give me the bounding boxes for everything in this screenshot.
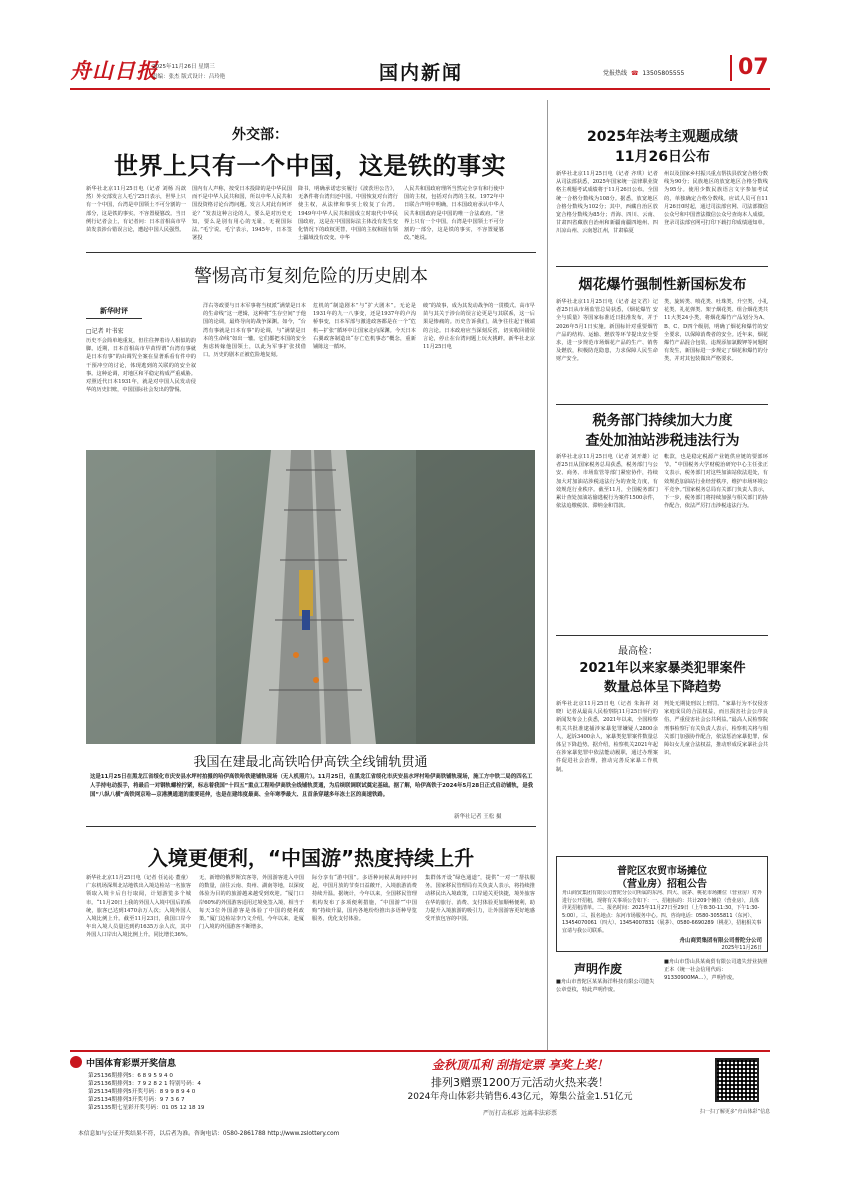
lottery-section — [70, 1054, 770, 1144]
railway-aerial-image — [86, 450, 535, 744]
qr-code — [715, 1058, 759, 1102]
story1-column-2: 国内有人声称，按受日本投降的是中华民国而不是中华人民共和国，所以中华人民共和国没资格讨论台湾问题。发言人对此有何评论？“发表这种言论的人，要么是对历史无知，要么是别有用心的无耻，无视国际法。”毛宁说。毛宁表示，1945年，日本签署投 — [192, 186, 292, 242]
promo-line3: 2024年舟山体彩共销售6.43亿元，筹集公益金1.51亿元 — [407, 1092, 633, 1102]
promo-footer: 严厉打击私彩 远离非法彩票 — [483, 1110, 557, 1117]
notice-date: 2025年11月26日 — [721, 945, 762, 951]
editor-line: 责编：张杰 版式设计：吕玲艳 — [152, 74, 226, 80]
lottery-row: 第25135期七星彩开奖号码：01 05 12 18 19 — [88, 1105, 205, 1111]
hotline-label: 党报热线 — [603, 70, 628, 77]
notice-title-line1: 普陀区农贸市场摊位 — [617, 866, 707, 877]
announce-title: 声明作废 — [574, 962, 623, 976]
masthead-rule — [70, 88, 770, 90]
right2-headline: 烟花爆竹强制性新国标发布 — [578, 277, 747, 293]
story1-kicker: 外交部： — [232, 127, 288, 143]
divider — [556, 404, 768, 405]
announce-item-2: ■舟山市岱山县某商贸有限公司遗失营业执照正本（统一社会信用代码：91330900MA…），声明作废。 — [664, 959, 768, 981]
promo-slogan: 金秋顶瓜利 刮指定票 享奖上奖！ — [431, 1058, 609, 1072]
lottery-row: 第25134期排列3开奖号码：9 7 3 6 7 — [88, 1097, 185, 1103]
story3-headline: 入境更便利，“中国游”热度持续上升 — [147, 846, 475, 870]
page-number-text: 07 — [738, 55, 769, 80]
phone-icon: ☎ — [630, 70, 639, 77]
section-title: 国内新闻 — [378, 62, 463, 84]
hotline — [603, 68, 684, 77]
photo-credit: 新华社记者 王松 摄 — [454, 814, 502, 820]
right4-kicker: 最高检： — [618, 646, 658, 657]
column-tag — [86, 306, 142, 322]
divider — [556, 635, 768, 636]
right1-column-2: 州以及国家乡村振兴重点帮扶县放宽合格分数线为90分；民族地区的放宽地区合格分数线为95分。使用少数民族语言文字参加考试的，单独确定合格分数线。应试人员可自11月26日0时起，通过司法部官网、司法部微信公众号和中国普法微信公众号查询本人成绩。登录司法部官网可打印下载打印成绩通知单。 — [664, 171, 768, 227]
right1-headline-line2: 11月26日公布 — [615, 149, 710, 165]
right3-column-2: 帐款，也是稳定税源产业链供应链的要部环节。“中国税务大学财税治研究中心主任张正文表示，税务部门对这些加油站依法进处，有效规范加油站行业经营秩序，维护市场环境公平竞争。”国家税务总局有关部门负责人表示，下一步，税务部门将持续加强与相关部门的协作配合，依法严厉打击涉税违法行为。 — [664, 454, 768, 510]
divider — [86, 252, 536, 253]
railway-photo — [86, 450, 535, 744]
story1-column-1: 新华社北京11月25日电（记者 刘杨 冯歆然）外交部发言人毛宁25日表示，世界上只有一个中国，台湾是中国领土不可分割的一部分，这是铁的事实。不容置疑篡改。当日例行记者会上，有记者问：日本首相高市早苗发表涉台错误言论，遭起中国人民强烈。 — [86, 186, 186, 234]
notice-title-line2: （营业房）招租公告 — [617, 879, 707, 890]
divider — [86, 826, 536, 827]
newspaper-logo: 舟山日报 — [70, 58, 158, 83]
bottom-band-rule — [70, 1050, 770, 1052]
right3-headline-line1: 税务部门持续加大力度 — [592, 413, 733, 429]
story2-column-3: 危机的“制造剧本”与“扩大剧本”。无论是1931年的九一八事变，还是1937年的卢沟桥事变，日本军部与激进政客都是在一个“危机—扩张”循环中让国家走向深渊。今天日本右翼政客制造出“存亡危机事态”概念，重新铺陈这一循环。 — [313, 303, 416, 351]
promo-banner — [370, 1056, 670, 1118]
masthead — [0, 0, 842, 92]
lottery-row: 第25136期排列3：7 9 2 8 2 1 特别号码：4 — [88, 1081, 201, 1087]
lottery-logo-icon — [70, 1056, 82, 1068]
story3-column-1: 新华社北京11月25日电（记者 任沁沁 董童）广东机场深圳北站地铁出入境边检站一名旅客领取入境卡后自行取阅，计划游览多个城市。“11月20日上我的外国人入境中国后的系统，旅客已达到1470余万人次；入境外国人入境比例上升。截至11月23日，我国口岸今年出入境人员量达到约1635万余人次，其中外国人口岸出入境比例上升。同比增长36%。 — [86, 875, 191, 939]
byline: □记者 叶书宏 — [86, 328, 124, 335]
right2-column-1: 新华社北京11月25日电（记者 赵文君）记者25日从市场监管总局获悉，《烟花爆竹 安全与质量》等国家标准近日批准发布，并于2026年5月1日实施。新国标针对重要烟竹产品的结构、运输、燃放等环节提出安全要求，进一步规范市场烟花产品的生产、销售及燃放，积极防范隐患，力求保障人民生命财产安全。 — [556, 299, 658, 363]
announce-item-1: ■舟山市普陀区某某海洋科技有限公司遗失公章壹枚，特此声明作废。 — [556, 979, 655, 993]
story1-column-3: 降书，明确承诺忠实履行《波茨坦公告》，无条件将台湾归还中国。中国恢复对台湾行使主权，从法律和事实上收复了台湾。1949年中华人民共和国成立时取代中华民国政府，这是在中国国际法主体没有发生变化情况下的政权更替，中国的主权和固有领土疆域没有改变。中华 — [298, 186, 398, 242]
right1-headline-line1: 2025年法考主观题成绩 — [587, 129, 738, 145]
tender-notice — [556, 856, 768, 952]
story2-column-4: 破”的故事，成为其发动战争的一贯模式。高市早苗与其关于涉台的误言论更是与其联系，这一后果是惨痛的。历史告诉我们，战争往往起于极端的言论。日本政府应当深刻反省，切实收回错误言论，停止在台湾问题上玩火挑衅。新华社北京11月25日电 — [423, 303, 535, 351]
column-tag-label: 新华时评 — [100, 307, 128, 315]
notice-body: 舟山商贸集团有限公司普陀分公司所属的东河、四大、展茅、桃花市场摊位（营业房）对外进行公开招租，现将有关事项公告如下：一、招租标的：共计209个摊位（营业房），具体详见招租清单。二、报名时间：2025年11月27日至29日（上午8:30-11:30，下午1:30-5:00）。三、报名地点：东河市场服务中心。四、咨询电话：0580-3055811（东河）、13454070061（四大）、13454007831（展茅）、0580-6690289（桃花），招租相关事宜请与我公司联系。 — [562, 890, 762, 934]
photo-caption-title: 我国在建最北高铁哈伊高铁全线铺轨贯通 — [193, 755, 428, 770]
right3-column-1: 新华社北京11月25日电（记者 刘开雄）记者25日从国家税务总局获悉，税务部门与公安、商务、市场监管等部门紧密协作，持续加大对加油站涉税违法行为的查处力度，有效规范行业秩序。截至11月，全国税务部门累计查处加油站偷逃税行为案件1500余件，依法追缴税款、滞纳金和罚款。 — [556, 454, 658, 510]
story2-column-1: 历史不会简单地重复，但往往押着诗人相似的韵脚。近期，日本首相高市早苗悍谓“台湾有事就是日本有事”的由调咒全案在显著系看有件中的干预冲空的讨论，体现逃到的关联的的安全叙事。这种论调，对地区和平稳定构成严重威胁。对照近代日本1931年，就是对中国人民发动侵华的历史旧账，中国国际社会发出的警惕。 — [86, 338, 196, 394]
right2-column-2: 类，旋转类、喷花类、吐珠类、升空类、小礼花类、礼花弹类、架子烟花类、组合烟花类共11大类24小类，将烟花爆竹产品划分为A、B、C、D四个级别，明确了烟花和爆竹的安全要求，以保障消费者的安全。近年来，烟花爆竹产品混合包装、违规添加氯酸钾等问题时有发生，新国标进一步规定了烟花和爆竹的分类，并对其包装做出严格要求。 — [664, 299, 768, 363]
story3-column-3: 际分享有“游中国”。多语种问候从询问中问起，中国月放的节奏日益敞开，入境旅游消费持续升温。据统计，今年以来，全国移民管理机构发布了多项便利措施，“中国游”“中国购”持续升温，国内各地纷纷推出多语种导览服务，优化支付体验。 — [312, 875, 417, 923]
lottery-row: 第25134期排列5开奖号码：8 9 9 8 9 4 0 — [88, 1089, 196, 1095]
story2-headline: 警惕高市复刻危险的历史剧本 — [194, 266, 428, 287]
story3-column-2: 无，新增的俄罗斯宾客等，外国游客进入中国的数量，前往云南、贵州、湖南等地，以深度体验为目的的旅游越来越受到欢迎。“厦门口岸60%的外国游客适用过境免签入境，相当于每天3位外国游客是体验了中国的便利政策。”厦门边检站李乃文介绍，今年以来，赴厦门入境的外国游客不断增多。 — [199, 875, 304, 931]
right4-headline-line1: 2021年以来家暴类犯罪案件 — [579, 661, 746, 676]
right4-column-2: 判处无期徒刑以上刑罚。“家暴行为不仅侵害家庭成员的合法权益，而且损害社会公序良俗，严重侵害社会公共利益。”最高人民检察院刑事检察厅有关负责人表示，检察机关将与相关部门加强协作配合，依法惩治家暴犯罪，保障妇女儿童合法权益，推动形成反家暴社会共识。 — [664, 701, 768, 757]
story1-headline: 世界上只有一个中国，这是铁的事实 — [114, 152, 506, 180]
story2-column-2: 洋右等政要与日本军事将当权派“满蒙是日本的生命线”这一逻辑，这种将“生存空间”于他国的论调，最终导向的战争深渊。如今，“台湾有事就是日本有事”的论调，与“满蒙是日本的生命线”如出一辙。它们都把本国的安全焦虑转嫁他国领土，以此为军事扩张找借口。历史的剧本正被危险地复刻。 — [203, 303, 306, 359]
photo-caption-text: 这是11月25日在黑龙江省绥化市庆安县水坪村拍摄的哈伊高铁哈铁建铺轨现场（无人机照片）。11月25日，在黑龙江省绥化市庆安县水坪村哈伊高铁铺轨现场，施工方中铁二局的四名工人手持电动扳手，将最后一对钢轨螺栓拧紧，标志着我国“十四五”重点工程哈伊高铁全线铺轨贯通，为后续联调联试奠定基础。据了解，哈伊高铁于2024年5月28日正式启动铺轨，是我国“八纵八横”高铁网京哈—京港澳通道的重要延伸，也是在建纬度最高、全年寒季最大、且首条穿越多年冻土区的高速铁路。 — [90, 774, 534, 798]
column-tag-rule — [86, 318, 142, 319]
story3-column-4: 集群体开设“绿色通道”，提供“一对一”帮扶服务。国家移民管理局有关负责人表示，将持续推动移民出入境政策，口岸通关更快捷，境外旅客在华的旅行、消费、支付体验更加顺畅便利，助力提升入境旅游的吸引力，让外国游客更好地感受开放包容的中国。 — [425, 875, 535, 923]
lottery-footer-note: 本信息如与公证开奖结果不符，以后者为准。咨询电话：0580-2861788 http://www.zslottery.com — [78, 1131, 340, 1137]
right4-column-1: 新华社北京11月25日电（记者 朱海祥 刘晓）记者从最高人民检察院11月25日举行的新闻发布会上获悉，2021年以来，全国检察机关共批准逮捕涉家暴犯罪嫌疑人2800余人，起诉3400余人，家暴类犯罪案件数量总体呈下降趋势。据介绍，检察机关2021年起在涉家暴犯罪中依法能动履职，通过办理案件促进社会治理，推动完善反家暴工作机制。 — [556, 701, 658, 773]
promo-line2: 排列3赠票1200万元活动火热来袭！ — [431, 1076, 609, 1089]
lottery-row: 第25136期排列5：6 8 9 5 9 4 0 — [88, 1073, 173, 1079]
divider — [556, 266, 768, 267]
page-number — [730, 55, 768, 81]
notice-signature: 舟山商贸集团有限公司普陀分公司 — [679, 938, 762, 944]
date-line: 2025年11月26日 星期三 — [152, 64, 215, 70]
qr-caption: 扫一扫了解更多“舟山体彩”信息 — [699, 1109, 771, 1115]
lottery-results — [88, 1072, 318, 1112]
column-separator — [547, 100, 548, 1050]
lottery-title: 中国体育彩票开奖信息 — [86, 1059, 177, 1069]
hotline-number: 13505805555 — [642, 70, 685, 77]
right3-headline-line2: 查处加油站涉税违法行为 — [585, 433, 740, 449]
right4-headline-line2: 数量总体呈下降趋势 — [603, 680, 721, 695]
story1-column-4: 人民共和国政府理所当然完全享有和行使中国的主权，包括对台湾的主权。1972年中日联合声明中明确，日本国政府承认中华人民共和国政府是中国的唯一合法政府。“世界上只有一个中国，台湾是中国领土不可分割的一部分，这是铁的事实，不容置疑篡改。”她说。 — [404, 186, 504, 242]
right1-column-1: 新华社北京11月25日电（记者 齐琪）记者从司法部获悉，2025年国家统一法律职业资格主观题考试成绩将于11月26日公布。全国统一合格分数线为108分。据悉，放宽地区合格分数线为102分；其中，西藏自治区放宽合格分数线为85分；青海、四川、云南、甘肃四省藏族自治州和新疆南疆四地州、四川凉山州、云南怒江州，甘肃临夏 — [556, 171, 658, 235]
